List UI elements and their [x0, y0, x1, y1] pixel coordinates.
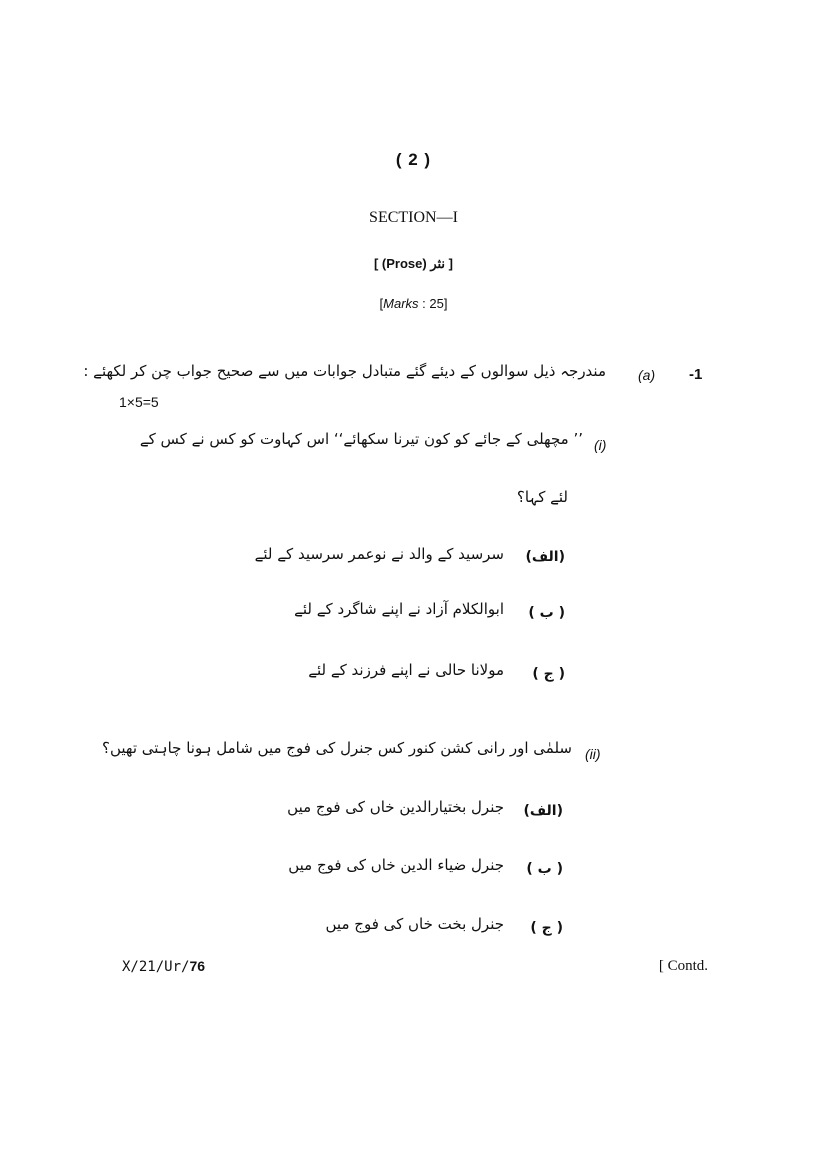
marks-split: 1×5=5 — [119, 394, 159, 410]
option-text: جنرل بختیارالدین خاں کی فوج میں — [287, 798, 504, 816]
option-text: سرسید کے والد نے نوعمر سرسید کے لئے — [254, 545, 504, 563]
option-text: جنرل ضیاء الدین خاں کی فوج میں — [288, 856, 504, 874]
marks-word: Marks — [383, 296, 419, 311]
option-label: ( ج ) — [530, 920, 563, 936]
page-number: ( 2 ) — [395, 150, 432, 169]
option-label: ( ج ) — [532, 666, 565, 682]
option-text: جنرل بخت خاں کی فوج میں — [325, 915, 504, 933]
option-label: (الف) — [525, 549, 565, 565]
option-text: مولانا حالی نے اپنے فرزند کے لئے — [308, 661, 504, 679]
subquestion-i-line2: لئے کہا؟ — [516, 488, 568, 506]
question-instruction: مندرجہ ذیل سوالوں کے دیئے گئے متبادل جوابات میں سے صحیح جواب چن کر لکھئے : — [83, 362, 606, 380]
continued-note: [ Contd. — [658, 958, 708, 974]
subquestion-i-label: (i) — [594, 437, 607, 453]
option-label: (الف) — [523, 803, 563, 819]
marks-prefix: [ — [379, 296, 384, 311]
subquestion-ii-label: (ii) — [585, 746, 601, 762]
subquestion-ii-line1: سلمٰی اور رانی کشن کنور کس جنرل کی فوج میں شامل ہونا چاہتی تھیں؟ — [102, 739, 572, 757]
section-title: SECTION—I — [369, 209, 458, 226]
option-label: ( ب ) — [526, 861, 563, 877]
section-subtitle: [ (Prose) نثر ] — [373, 256, 453, 271]
paper-code-number: 76 — [189, 958, 206, 974]
option-text: ابوالکلام آزاد نے اپنے شاگرد کے لئے — [294, 600, 504, 618]
option-label: ( ب ) — [528, 605, 565, 621]
marks-suffix: : 25] — [418, 296, 448, 311]
subquestion-i-line1: ’’ مچھلی کے جائے کو کون تیرنا سکھائے‘‘ اس کہاوت کو کس نے کس کے — [139, 430, 583, 448]
paper-code-prefix: X/21/Ur/ — [122, 959, 190, 975]
section-marks — [0, 296, 827, 311]
paper-code — [122, 958, 205, 975]
question-number: -1 — [689, 366, 703, 383]
question-part-label: (a) — [638, 367, 656, 383]
